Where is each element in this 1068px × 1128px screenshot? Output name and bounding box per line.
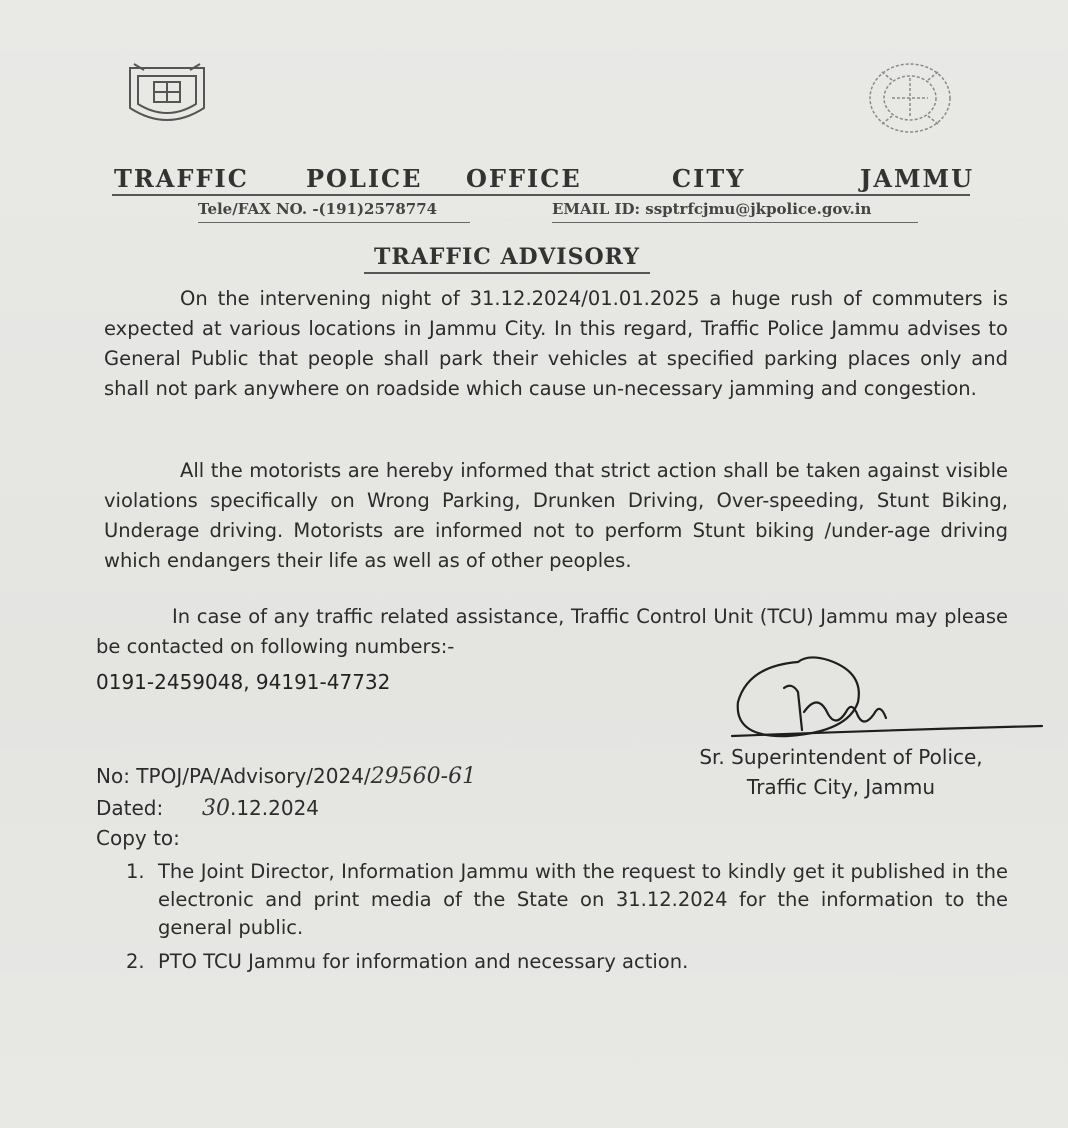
- signatory-block: [676, 742, 1006, 802]
- copy-item-1: [126, 858, 1008, 942]
- left-emblem-icon: [124, 60, 210, 130]
- office-word-city: CITY: [672, 164, 746, 193]
- reference-number-handwritten: 29560-61: [370, 764, 477, 789]
- paragraph-2: [104, 456, 1008, 576]
- dated-rest: .12.2024: [229, 796, 320, 820]
- office-header: [112, 164, 975, 196]
- signature-icon: [728, 652, 1048, 748]
- reference-number: [96, 764, 476, 789]
- paragraph-1-text: On the intervening night of 31.12.2024/01.01.2025 a huge rush of commuters is expected at various locations in Jammu City. In this regard, Traffic Police Jammu advises to General Public that people shall park their vehicles at specified parking places only and shall not park anywhere on roadside which cause un-necessary jamming and congestion.: [104, 287, 1008, 400]
- dated-label: Dated:: [96, 796, 164, 820]
- dated-handwritten-day: 30: [201, 796, 230, 821]
- office-word-police: POLICE: [306, 164, 423, 193]
- office-word-office: OFFICE: [466, 164, 582, 193]
- telefax-number: Tele/FAX NO. -(191)2578774: [198, 200, 470, 223]
- reference-number-label: No: TPOJ/PA/Advisory/2024/: [96, 764, 371, 788]
- office-word-traffic: TRAFFIC: [114, 164, 249, 193]
- copy-item-2: [126, 948, 1008, 976]
- copy-item-1-number: 1.: [126, 860, 145, 883]
- reference-date: [96, 796, 319, 821]
- signatory-line-2: Traffic City, Jammu: [746, 775, 936, 799]
- contact-numbers: 0191-2459048, 94191-47732: [96, 670, 391, 694]
- paragraph-3-text: In case of any traffic related assistance, Traffic Control Unit (TCU) Jammu may please be contacted on following numbers:-: [96, 605, 1008, 658]
- copy-list: [126, 858, 1008, 982]
- signatory-line-1: Sr. Superintendent of Police,: [699, 745, 983, 769]
- office-word-jammu: JAMMU: [860, 164, 975, 193]
- advisory-title: TRAFFIC ADVISORY: [364, 244, 650, 274]
- copy-item-2-number: 2.: [126, 950, 145, 973]
- copy-to-label: Copy to:: [96, 826, 180, 850]
- right-emblem-icon: [862, 58, 958, 136]
- paragraph-1: [104, 284, 1008, 404]
- copy-item-2-text: PTO TCU Jammu for information and necessary action.: [158, 950, 689, 973]
- paragraph-2-text: All the motorists are hereby informed that strict action shall be taken against visible violations specifically on Wrong Parking, Drunken Driving, Over-speeding, Stunt Biking, Underage driving. Motorists are informed not to perform Stunt biking /under-age driving which endangers their life as well as of other peoples.: [104, 459, 1008, 572]
- copy-item-1-text: The Joint Director, Information Jammu with the request to kindly get it published in the electronic and print media of the State on 31.12.2024 for the information to the general public.: [158, 860, 1008, 939]
- email-id: EMAIL ID: ssptrfcjmu@jkpolice.gov.in: [552, 200, 918, 223]
